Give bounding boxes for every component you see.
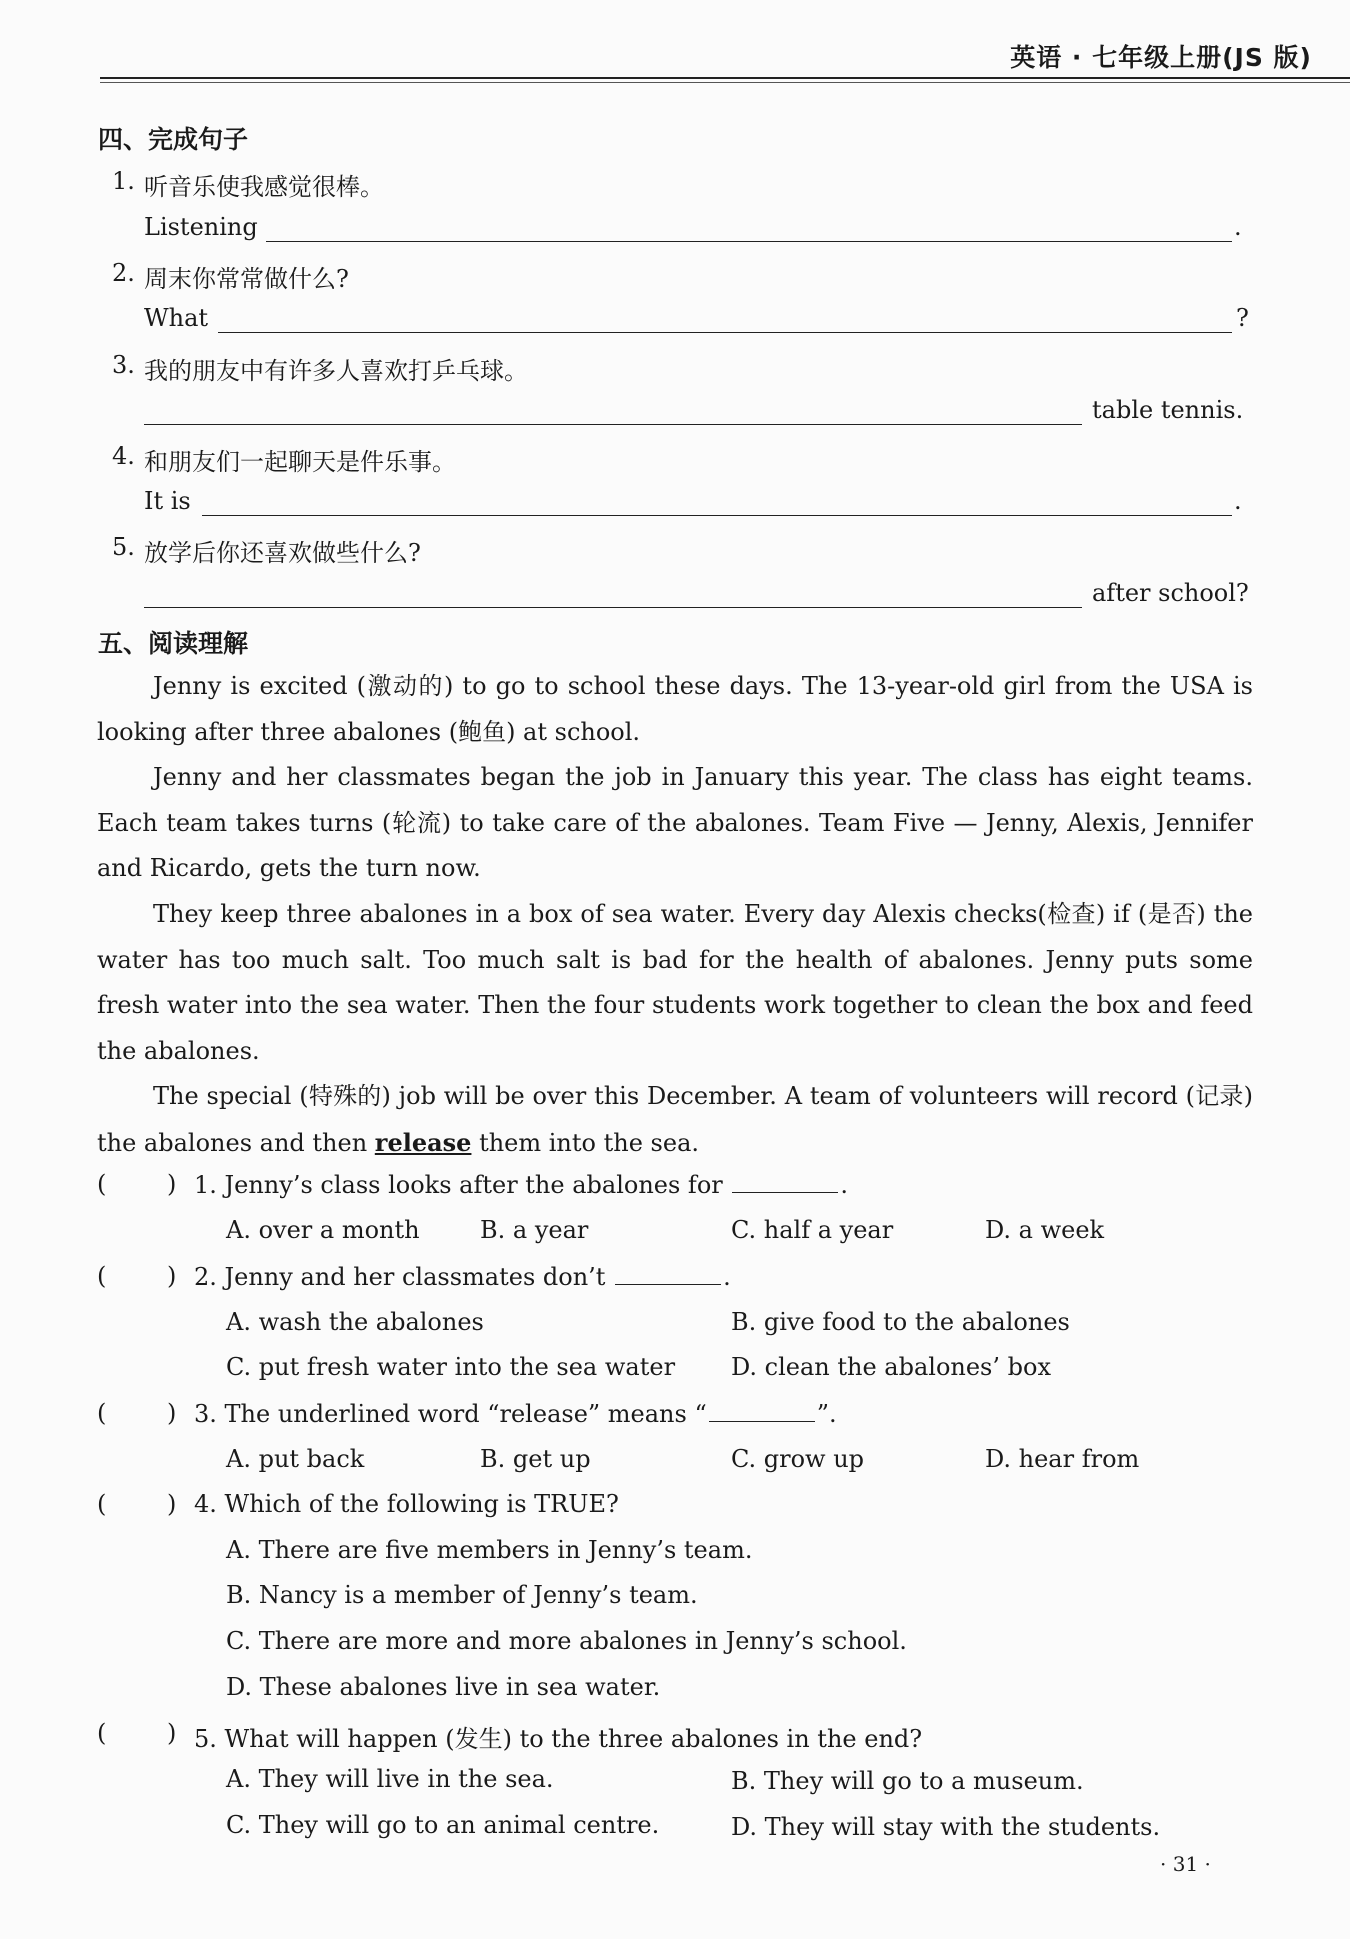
q1-paren-open: ( [97, 1170, 107, 1198]
q2-option-b[interactable]: B. give food to the abalones [731, 1308, 1070, 1336]
s4-item3-suffix: table tennis. [1092, 396, 1244, 424]
q4-paren-close: ) [167, 1490, 177, 1518]
s4-item3-chinese: 我的朋友中有许多人喜欢打乒乓球。 [144, 357, 528, 385]
s4-item3-number: 3. [112, 351, 135, 379]
q3-option-d[interactable]: D. hear from [985, 1445, 1140, 1473]
q3-paren-close: ) [167, 1399, 177, 1427]
s4-item1-prefix: Listening [144, 213, 258, 241]
s4-item5-suffix: after school? [1092, 579, 1249, 607]
q3-stem [194, 1399, 837, 1428]
header-rule-thin [100, 82, 1350, 83]
q4-stem: 4. Which of the following is TRUE? [194, 1490, 619, 1518]
s4-item1-suffix: . [1234, 213, 1242, 241]
q4-paren-open: ( [97, 1490, 107, 1518]
q5-option-c[interactable]: C. They will go to an animal centre. [226, 1811, 660, 1839]
q5-option-b[interactable]: B. They will go to a museum. [731, 1767, 1084, 1795]
q1-option-a[interactable]: A. over a month [226, 1216, 420, 1244]
s4-item1-answer-blank[interactable] [266, 241, 1232, 242]
q5-answer-box[interactable] [115, 1713, 167, 1749]
q4-option-a[interactable]: A. There are five members in Jenny’s team. [226, 1536, 753, 1564]
s4-item2-prefix: What [144, 304, 209, 332]
s4-item1-chinese: 听音乐使我感觉很棒。 [144, 173, 384, 201]
paragraph-4-text-after: them into the sea. [471, 1128, 700, 1157]
q2-option-d[interactable]: D. clean the abalones’ box [731, 1353, 1051, 1381]
q1-answer-box[interactable] [115, 1164, 167, 1200]
passage-paragraph-4 [97, 1074, 1253, 1166]
s4-item4-chinese: 和朋友们一起聊天是件乐事。 [144, 448, 456, 476]
q5-option-d[interactable]: D. They will stay with the students. [731, 1813, 1161, 1841]
q1-option-b[interactable]: B. a year [480, 1216, 589, 1244]
s4-item2-chinese: 周末你常常做什么? [144, 265, 349, 293]
q1-stem-text: 1. Jenny’s class looks after the abalones for [194, 1171, 723, 1199]
q5-option-a[interactable]: A. They will live in the sea. [226, 1765, 554, 1793]
q3-stem-end: ”. [816, 1400, 837, 1428]
q4-option-b[interactable]: B. Nancy is a member of Jenny’s team. [226, 1581, 698, 1609]
header-rule [100, 77, 1350, 79]
q1-stem-end: . [840, 1171, 849, 1199]
q2-stem-end: . [723, 1263, 731, 1291]
q2-option-c[interactable]: C. put fresh water into the sea water [226, 1353, 676, 1381]
q1-paren-close: ) [167, 1170, 177, 1198]
q1-option-c[interactable]: C. half a year [731, 1216, 894, 1244]
s4-item2-suffix: ? [1236, 304, 1249, 332]
q2-stem [194, 1262, 731, 1291]
q5-paren-open: ( [97, 1719, 107, 1747]
s4-item3-answer-blank[interactable] [144, 424, 1082, 425]
passage-paragraph-3: They keep three abalones in a box of sea water. Every day Alexis checks(检查) if (是否) the water has too much salt. Too much salt is bad for the health of abalones. Jenny puts some fresh water into the sea water. Then the four students work together to clean the box and feed the abalones. [97, 900, 1253, 1065]
q4-option-d[interactable]: D. These abalones live in sea water. [226, 1673, 661, 1701]
q3-stem-blank [709, 1399, 815, 1422]
q4-answer-box[interactable] [115, 1484, 167, 1520]
q3-option-c[interactable]: C. grow up [731, 1445, 865, 1473]
s4-item2-number: 2. [112, 259, 135, 287]
s4-item2-answer-blank[interactable] [218, 332, 1232, 333]
q2-paren-close: ) [167, 1262, 177, 1290]
q3-stem-text: 3. The underlined word “release” means “ [194, 1400, 707, 1428]
q5-stem: 5. What will happen (发生) to the three abalones in the end? [194, 1725, 923, 1753]
s4-item4-suffix: . [1234, 487, 1242, 515]
q2-paren-open: ( [97, 1262, 107, 1290]
q2-stem-text: 2. Jenny and her classmates don’t [194, 1263, 606, 1291]
paragraph-4-text-before: The special (特殊的) job will be over this December. A team of volunteers will record (记录) the abalones and then [97, 1082, 1253, 1157]
q2-stem-blank [615, 1262, 721, 1285]
section4-title: 四、完成句子 [98, 125, 249, 154]
page-header-title: 英语 · 七年级上册(JS 版) [1010, 43, 1312, 72]
q2-answer-box[interactable] [115, 1256, 167, 1292]
page-number: · 31 · [1160, 1852, 1211, 1876]
q3-option-b[interactable]: B. get up [480, 1445, 591, 1473]
q1-option-d[interactable]: D. a week [985, 1216, 1105, 1244]
s4-item5-answer-blank[interactable] [144, 607, 1082, 608]
s4-item4-number: 4. [112, 442, 135, 470]
passage-paragraph-2: Jenny and her classmates began the job in January this year. The class has eight teams. Each team takes turns (轮流) to take care of the abalones. Team Five — Jenny, Alexis, Jennifer and Ricardo, gets the turn now. [97, 763, 1253, 882]
s4-item4-prefix: It is [144, 487, 191, 515]
q1-stem [194, 1170, 848, 1199]
s4-item4-answer-blank[interactable] [202, 515, 1232, 516]
s4-item5-chinese: 放学后你还喜欢做些什么? [144, 539, 421, 567]
section5-title: 五、阅读理解 [98, 629, 249, 658]
q2-option-a[interactable]: A. wash the abalones [226, 1308, 484, 1336]
passage-paragraph-1: Jenny is excited (激动的) to go to school these days. The 13-year-old girl from the USA is looking after three abalones (鲍鱼) at school. [97, 672, 1253, 746]
q3-option-a[interactable]: A. put back [226, 1445, 365, 1473]
q4-option-c[interactable]: C. There are more and more abalones in Jenny’s school. [226, 1627, 907, 1655]
q1-stem-blank [732, 1170, 838, 1193]
q3-paren-open: ( [97, 1399, 107, 1427]
underlined-word-release: release [374, 1127, 472, 1157]
q5-paren-close: ) [167, 1719, 177, 1747]
s4-item5-number: 5. [112, 533, 135, 561]
q3-answer-box[interactable] [115, 1393, 167, 1429]
s4-item1-number: 1. [112, 167, 135, 195]
